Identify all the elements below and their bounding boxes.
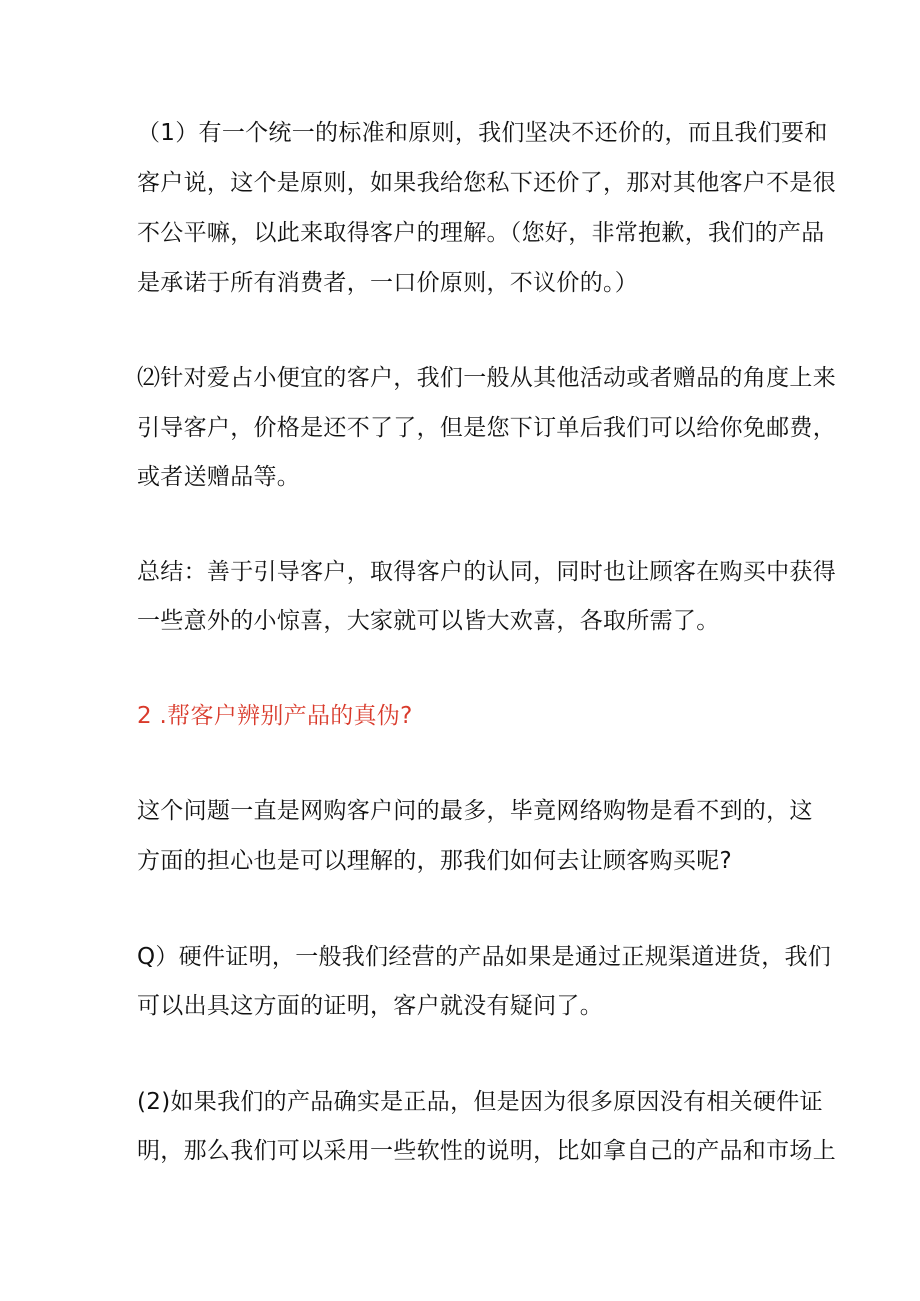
paragraph-2-line-1: ⑵针对爱占小便宜的客户，我们一般从其他活动或者赠品的角度上来: [137, 365, 836, 391]
paragraph-4-line-2: 可以出具这方面的证明，客户就没有疑问了。: [137, 993, 603, 1019]
paragraph-5-line-1: (2)如果我们的产品确实是正品，但是因为很多原因没有相关硬件证: [137, 1089, 823, 1115]
summary-line-1: 总结：善于引导客户，取得客户的认同，同时也让顾客在购买中获得: [137, 559, 836, 585]
section-2-heading: 2 .帮客户辨别产品的真伪?: [137, 703, 413, 729]
paragraph-1-line-4: 是承诺于所有消费者，一口价原则，不议价的。）: [137, 270, 639, 296]
paragraph-1-line-2: 客户说，这个是原则，如果我给您私下还价了，那对其他客户不是很: [137, 170, 836, 196]
paragraph-1-line-3: 不公平嘛，以此来取得客户的理解。（您好，非常抱歉，我们的产品: [137, 220, 825, 246]
paragraph-5-line-2: 明，那么我们可以采用一些软性的说明，比如拿自己的产品和市场上: [137, 1138, 836, 1164]
summary-line-2: 一些意外的小惊喜，大家就可以皆大欢喜，各取所需了。: [137, 608, 720, 634]
paragraph-1-line-1: （1）有一个统一的标准和原则，我们坚决不还价的，而且我们要和: [137, 120, 828, 146]
paragraph-3-line-1: 这个问题一直是网购客户问的最多，毕竟网络购物是看不到的，这: [137, 798, 813, 824]
paragraph-4-line-1: Q）硬件证明，一般我们经营的产品如果是通过正规渠道进货，我们: [137, 944, 832, 970]
paragraph-3-line-2: 方面的担心也是可以理解的，那我们如何去让顾客购买呢?: [137, 848, 733, 874]
paragraph-2-line-3: 或者送赠品等。: [137, 464, 301, 490]
paragraph-2-line-2: 引导客户，价格是还不了了，但是您下订单后我们可以给你免邮费，: [137, 415, 836, 441]
